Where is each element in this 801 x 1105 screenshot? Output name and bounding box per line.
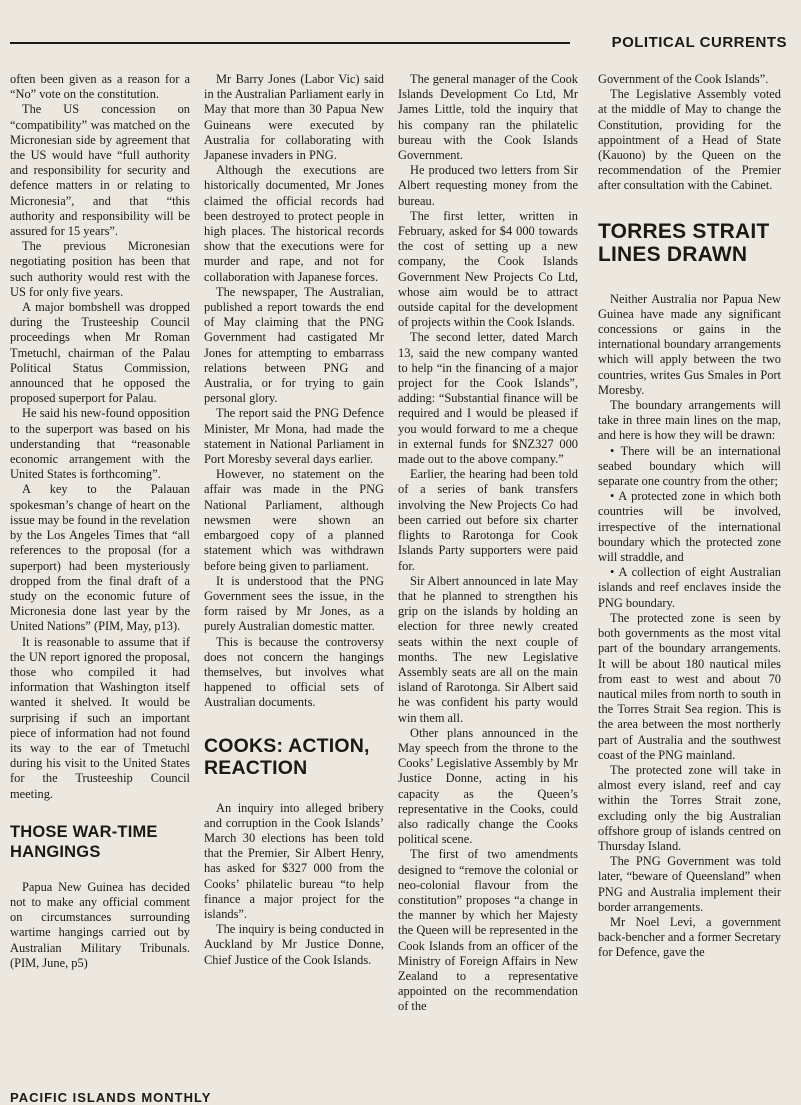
paragraph: The inquiry is being conducted in Auckland by Mr Justice Donne, Chief Justice of the Cook Islands.	[204, 922, 384, 967]
paragraph: He produced two letters from Sir Albert requesting money from the bureau.	[398, 163, 578, 208]
paragraph: The Legislative Assembly voted at the middle of May to change the Constitution, providing for the appointment of a Head of State (Kauono) by the Queen on the recommendation of the Premier after consultation with the Cabinet.	[598, 87, 781, 193]
bullet-item: • There will be an international seabed boundary which will separate one country from the other;	[598, 443, 781, 489]
column-2	[204, 72, 384, 968]
column-1	[10, 72, 190, 971]
paragraph: A major bombshell was dropped during the Trusteeship Council proceedings when Mr Roman Tmetuchl, chairman of the Palau Political Status Commission, announced that he opposed the proposed superport for Palau.	[10, 300, 190, 406]
paragraph: The newspaper, The Australian, published a report towards the end of May claiming that the PNG Government had castigated Mr Jones for attempting to embarrass relations between PNG and Australia, or for trying to gain personal glory.	[204, 284, 384, 406]
paragraph: Mr Noel Levi, a government back-bencher and a former Secretary for Defence, gave the	[598, 914, 781, 960]
paragraph: The report said the PNG Defence Minister, Mr Mona, had made the statement in National Parliament in Port Moresby several days earlier.	[204, 406, 384, 467]
paragraph: The second letter, dated March 13, said the new company wanted to help “in the financing of a major project for the Cook Islands”, adding: “Substantial finance will be required and I would be pleased if you would forward to me a cheque in external funds for $NZ327 000 made out to the above company.”	[398, 330, 578, 467]
paragraph: However, no statement on the affair was made in the PNG National Parliament, although newsmen were shown an embargoed copy of a planned statement which was withdrawn before being given to parliament.	[204, 467, 384, 573]
paragraph: Sir Albert announced in late May that he planned to strengthen his grip on the islands by holding an election for three newly created seats within the next couple of months. The new Legislative Assembly seats are all on the main island of Rarotonga. Sir Albert said he was confident his party would win them all.	[398, 573, 578, 725]
paragraph: Other plans announced in the May speech from the throne to the Cooks’ Legislative Assembly by Mr Justice Donne, acting in his capacity as the Queen’s representative in the Cooks, could also radically change the Cooks political scene.	[398, 725, 578, 847]
paragraph: Neither Australia nor Papua New Guinea have made any significant concessions or gains in the international boundary arrangements which will apply between the two countries, writes Gus Smales in Port Moresby.	[598, 291, 781, 397]
paragraph: A key to the Palauan spokesman’s change of heart on the issue may be found in the revelation by the Los Angeles Times that “all references to the proposal (for a superport) had been mysteriously dropped from the final draft of a study on the economic future of Micronesia done last year by the United Nations” (PIM, May, p13).	[10, 482, 190, 634]
paragraph: The protected zone is seen by both governments as the most vital part of the boundary arrangements. It will be about 180 nautical miles from east to west and about 70 nautical miles from north to south in the Torres Strait Sea region. This is the area between the most northerly part of Australia and the southwest coast of the PNG mainland.	[598, 610, 781, 762]
paragraph: It is reasonable to assume that if the UN report ignored the proposal, those who compiled it had information that Washington itself wanted it shelved. It would be surprising if such an important piece of information had not found its way to the ear of Tmetuchl during his visit to the United States for the Trusteeship Council meeting.	[10, 634, 190, 801]
paragraph: The US concession on “compatibility” was matched on the Micronesian side by agreement that the US would have “full authority and responsibility for security and defence matters in or relating to Micronesia”, and that “this authority and responsibility will be assured for 15 years”.	[10, 102, 190, 239]
article-heading-war-time-hangings: THOSE WAR-TIME HANGINGS	[10, 822, 158, 861]
section-title: POLITICAL CURRENTS	[611, 34, 787, 51]
paragraph: The general manager of the Cook Islands Development Co Ltd, Mr James Little, told the inquiry that his company ran the philatelic bureau with the Cook Islands Government.	[398, 72, 578, 163]
paragraph: Although the executions are historically documented, Mr Jones claimed the official records had been destroyed to protect people in high places. The historical records show that the executions were for murder and rape, and not for collaboration with Japanese forces.	[204, 163, 384, 284]
paragraph: It is understood that the PNG Government sees the issue, in the form raised by Mr Jones, as a purely Australian domestic matter.	[204, 573, 384, 634]
paragraph: The first letter, written in February, asked for $4 000 towards the cost of setting up a new company, the Cook Islands Government New Projects Co Ltd, whose aim would be to attract outside capital for the development of projects within the Cook Islands.	[398, 208, 578, 330]
column-3	[398, 72, 578, 1015]
paragraph: This is because the controversy does not concern the hangings themselves, but involves what happened to official sets of Australian documents.	[204, 634, 384, 710]
paragraph: Earlier, the hearing had been told of a series of bank transfers involving the New Projects Co had been carried out before six charter flights to Rarotonga for Cook Islands Party supporters were paid for.	[398, 467, 578, 573]
paragraph: Government of the Cook Islands”.	[598, 72, 769, 86]
bullet-item: • A protected zone in which both countries will be involved, irrespective of the international boundary which the protected zone will straddle, and	[598, 489, 781, 565]
article-heading-cooks-action-reaction: COOKS: ACTION, REACTION	[204, 734, 370, 779]
bullet-item: • A collection of eight Australian islands and reef enclaves inside the PNG boundary.	[598, 565, 781, 610]
column-4	[598, 72, 781, 961]
paragraph: The first of two amendments designed to “remove the colonial or neo-colonial flavour from the constitution” proposes “a change in the manner by which her Majesty the Queen will be represented in the Cook Islands from an officer of the Ministry of Foreign Affairs in New Zealand to a representative appointed on the recommendation of the	[398, 847, 578, 1014]
header-rule	[10, 42, 570, 44]
paragraph: Mr Barry Jones (Labor Vic) said in the Australian Parliament early in May that more than 30 Papua New Guineans were executed by Australia for collaborating with Japanese invaders in PNG.	[204, 72, 384, 163]
paragraph: He said his new-found opposition to the superport was based on his understanding that “reasonable economic arrangement with the United States is forthcoming”.	[10, 406, 190, 482]
paragraph: The protected zone will take in almost every island, reef and cay within the Torres Strait zone, excluding only the big Australian offshore group of islands centred on Thursday Island.	[598, 762, 781, 853]
paragraph: The previous Micronesian negotiating position has been that such authority would rest with the US for only five years.	[10, 239, 190, 299]
paragraph: Papua New Guinea has decided not to make any official comment on circumstances surrounding wartime hangings carried out by Australian Military Tribunals. (PIM, June, p5)	[10, 879, 190, 970]
paragraph: An inquiry into alleged bribery and corruption in the Cook Islands’ March 30 elections has been told that the Premier, Sir Albert Henry, has asked for $327 000 from the Cooks’ philatelic bureau “to help finance a major project for the islands”.	[204, 800, 384, 921]
article-heading-torres-strait: TORRES STRAIT LINES DRAWN	[598, 219, 770, 266]
paragraph: The PNG Government was told later, “beware of Queensland” when PNG and Australia implement their border arrangements.	[598, 854, 781, 914]
footer-publication-name: PACIFIC ISLANDS MONTHLY	[10, 1090, 212, 1105]
paragraph: The boundary arrangements will take in three main lines on the map, and here is how they will be drawn:	[598, 398, 781, 443]
paragraph: often been given as a reason for a “No” vote on the constitution.	[10, 72, 190, 102]
